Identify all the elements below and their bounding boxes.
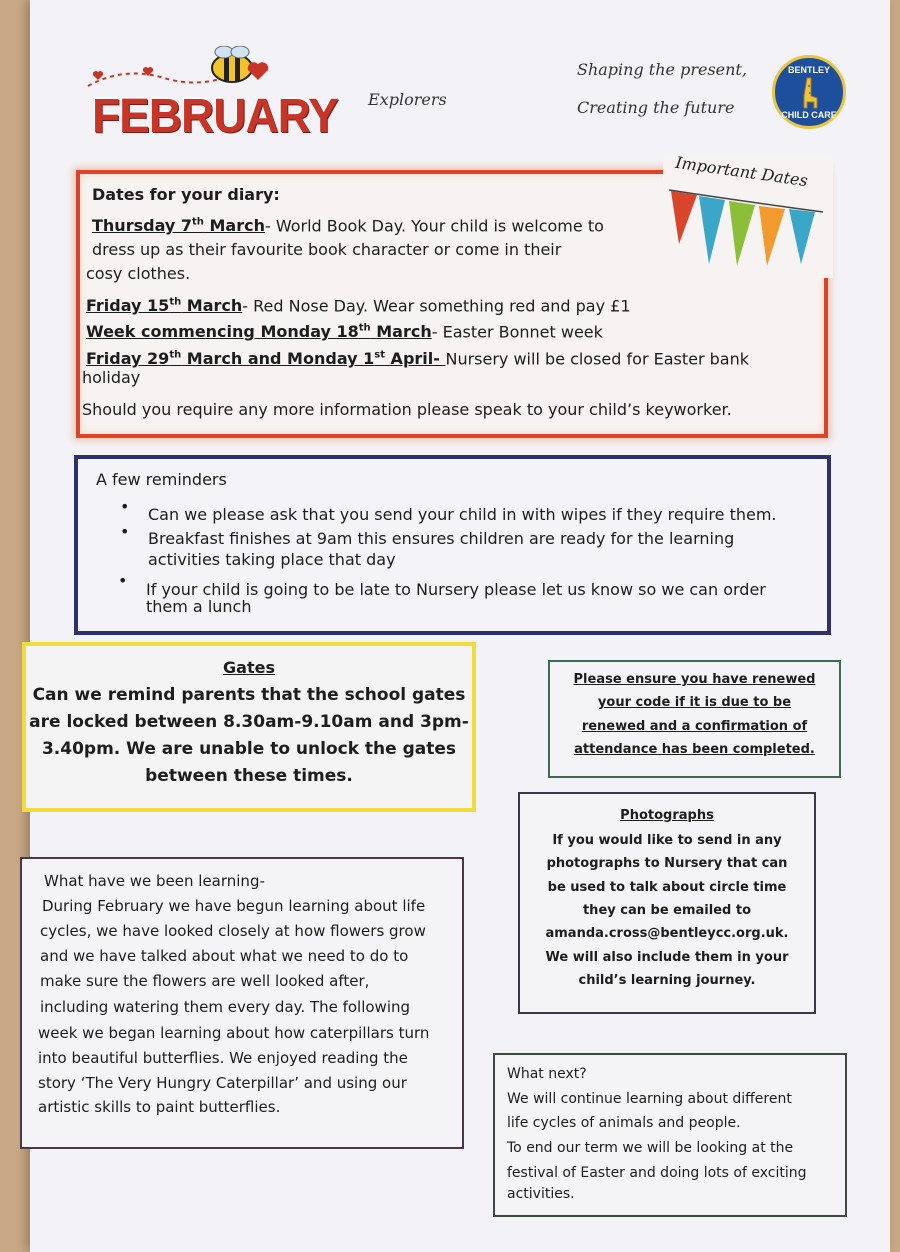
reminder-3-line-2: them a lunch <box>146 597 252 616</box>
gates-line-4: between these times. <box>145 766 353 786</box>
giraffe-icon <box>799 76 821 110</box>
reminder-3-line-1: If your child is going to be late to Nursery please let us know so we can order <box>146 580 766 599</box>
date-item-1-line-2: dress up as their favourite book character or come in their <box>92 240 562 259</box>
bunting-flag-1 <box>671 191 697 244</box>
bullet-3: • <box>118 571 128 590</box>
date-item-3: Week commencing Monday 18th March- Easter Bonnet week <box>86 322 603 342</box>
reminder-2-line-2: activities taking place that day <box>148 550 396 569</box>
photographs-box <box>518 792 816 1014</box>
gates-line-3: 3.40pm. We are unable to unlock the gates <box>41 739 457 759</box>
logo-text-bottom: CHILD CARE <box>781 110 837 120</box>
bullet-1: • <box>120 497 130 516</box>
important-dates-banner <box>663 152 833 278</box>
date-item-4-line-1: Friday 29th March and Monday 1st April- Nursery will be closed for Easter bank <box>86 349 749 369</box>
photographs-email: amanda.cross@bentleycc.org.uk. <box>545 926 789 941</box>
date-item-4-line-2: holiday <box>82 368 141 387</box>
reminders-heading: A few reminders <box>96 470 227 489</box>
learning-line-4: make sure the flowers are well looked after, <box>40 972 370 990</box>
dates-footer: Should you require any more information please speak to your child’s keyworker. <box>82 400 732 419</box>
tagline-line-1: Shaping the present, <box>577 60 747 79</box>
learning-line-6: week we began learning about how caterpillars turn <box>38 1024 430 1042</box>
what-next-line-4: festival of Easter and doing lots of exciting <box>507 1165 807 1181</box>
bentley-logo <box>772 55 846 129</box>
photographs-line-4: they can be emailed to <box>582 903 752 918</box>
dates-heading: Dates for your diary: <box>92 185 280 204</box>
logo-text-top: BENTLEY <box>787 65 830 75</box>
what-next-line-3: To end our term we will be looking at the <box>507 1140 794 1156</box>
bunting-flag-3 <box>729 201 755 266</box>
gates-box <box>22 642 476 812</box>
what-next-line-5: activities. <box>507 1186 575 1202</box>
learning-line-7: into beautiful butterflies. We enjoyed reading the <box>38 1049 408 1067</box>
photographs-line-6: We will also include them in your <box>545 950 789 965</box>
learning-line-8: story ‘The Very Hungry Caterpillar’ and using our <box>38 1074 407 1092</box>
month-title: FEBRUARY <box>92 87 338 143</box>
date-item-1-line-1: Thursday 7th March- World Book Day. Your child is welcome to <box>92 216 604 236</box>
learning-line-3: and we have talked about what we need to do to <box>40 947 409 965</box>
learning-line-2: cycles, we have looked closely at how flowers grow <box>40 922 426 940</box>
gates-line-1: Can we remind parents that the school gates <box>32 685 466 705</box>
renew-line-2: your code if it is due to be <box>597 695 792 710</box>
what-next-box <box>493 1053 847 1217</box>
renew-line-3: renewed and a confirmation of <box>581 719 808 734</box>
learning-line-1: During February we have begun learning about life <box>42 897 426 915</box>
date-item-2: Friday 15th March- Red Nose Day. Wear something red and pay £1 <box>86 296 631 316</box>
learning-heading: What have we been learning- <box>44 872 265 890</box>
renew-line-4: attendance has been completed. <box>574 742 815 757</box>
photographs-title: Photographs <box>620 808 714 823</box>
photographs-line-1: If you would like to send in any <box>552 833 782 848</box>
what-next-heading: What next? <box>507 1066 587 1082</box>
photographs-line-2: photographs to Nursery that can <box>546 856 788 871</box>
what-next-line-1: We will continue learning about different <box>507 1091 792 1107</box>
tagline-line-2: Creating the future <box>577 98 735 117</box>
bunting-flag-2 <box>699 196 725 264</box>
photographs-line-3: be used to talk about circle time <box>547 880 787 895</box>
bunting-flag-4 <box>759 206 785 266</box>
learning-line-9: artistic skills to paint butterflies. <box>38 1098 281 1116</box>
bunting-flags <box>663 182 833 272</box>
reminder-2-line-1: Breakfast finishes at 9am this ensures children are ready for the learning <box>148 529 735 548</box>
room-name: Explorers <box>368 90 447 109</box>
date-item-1-line-3: cosy clothes. <box>86 264 191 283</box>
gates-title: Gates <box>223 658 275 677</box>
gates-line-2: are locked between 8.30am-9.10am and 3pm- <box>29 712 469 732</box>
reminders-box <box>74 455 831 635</box>
learning-line-5: including watering them every day. The following <box>40 998 411 1016</box>
bunting-flag-5 <box>789 209 815 264</box>
banner-title: Important Dates <box>674 152 809 191</box>
reminder-1-line-1: Can we please ask that you send your child in with wipes if they require them. <box>148 505 777 524</box>
learning-box <box>20 857 464 1149</box>
photographs-line-7: child’s learning journey. <box>578 973 756 988</box>
what-next-line-2: life cycles of animals and people. <box>507 1115 741 1131</box>
renew-line-1: Please ensure you have renewed <box>573 672 816 687</box>
bullet-2: • <box>120 522 130 541</box>
renew-code-box <box>548 660 841 778</box>
